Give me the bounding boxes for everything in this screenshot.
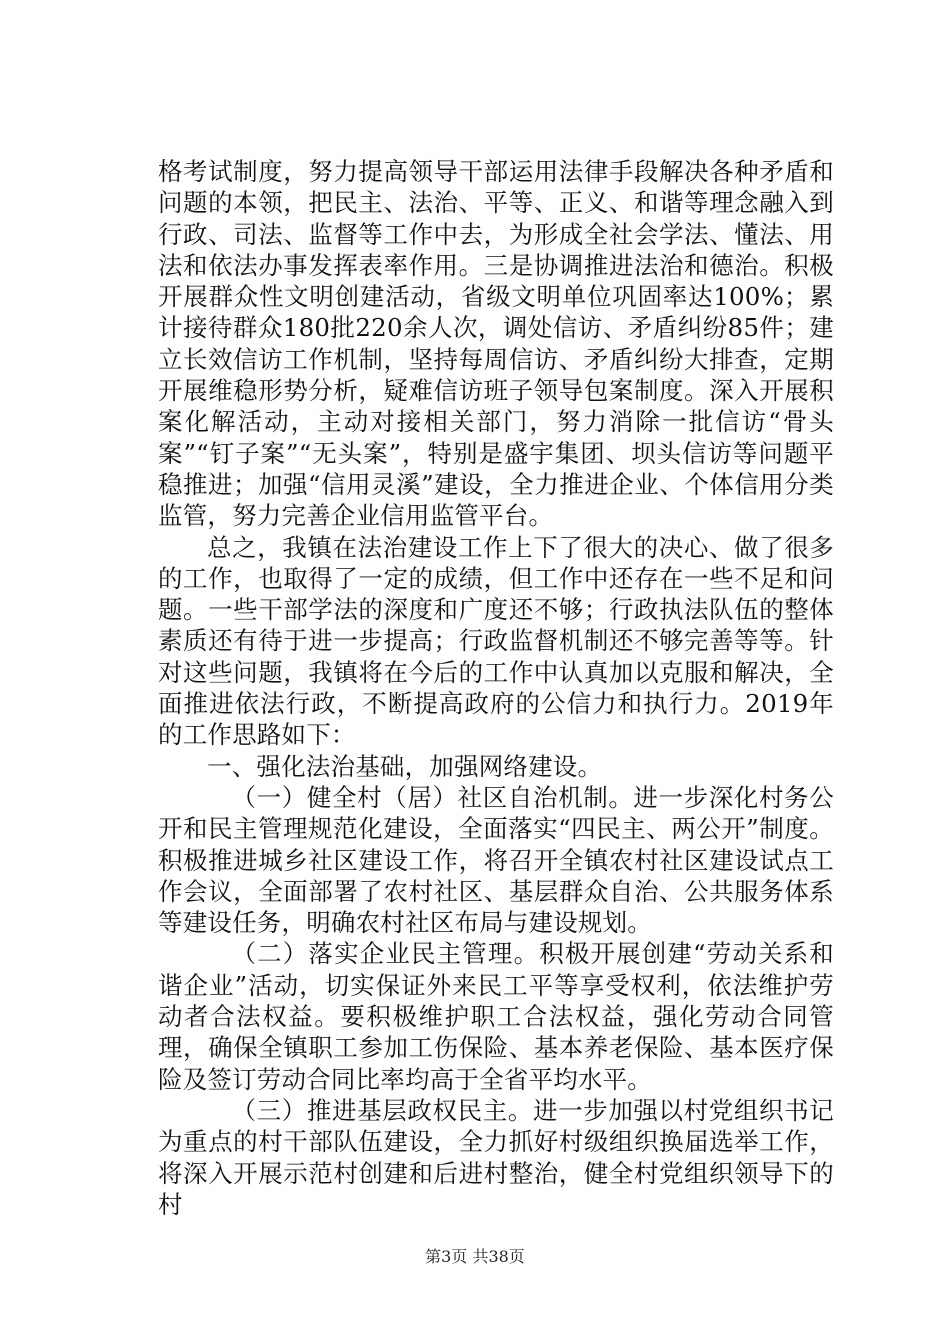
paragraph-continuation: 格考试制度，努力提高领导干部运用法律手段解决各种矛盾和问题的本领，把民主、法治、平等、正义、和谐等理念融入到行政、司法、监督等工作中去，为形成全社会学法、懂法、用法和依法办事发挥表率作用。三是协调推进法治和德治。积极开展群众性文明创建活动，省级文明单位巩固率达100%；累计接待群众180批220余人次，调处信访、矛盾纠纷85件；建立长效信访工作机制，坚持每周信访、矛盾纠纷大排查，定期开展维稳形势分析，疑难信访班子领导包案制度。深入开展积案化解活动，主动对接相关部门，努力消除一批信访“骨头案”“钉子案”“无头案”，特别是盛宇集团、坝头信访等问题平稳推进；加强“信用灵溪”建设，全力推进企业、个体信用分类监管，努力完善企业信用监管平台。 <box>158 157 834 531</box>
section-heading-1: 一、强化法治基础，加强网络建设。 <box>207 751 603 781</box>
page-number-footer: 第3页 共38页 <box>425 1247 525 1266</box>
paragraph-summary: 总之，我镇在法治建设工作上下了很大的决心、做了很多的工作，也取得了一定的成绩，但工作中还存在一些不足和问题。一些干部学法的深度和广度还不够；行政执法队伍的整体素质还有待于进一步提高；行政监督机制还不够完善等等。针对这些问题，我镇将在今后的工作中认真加以克服和解决，全面推进依法行政，不断提高政府的公信力和执行力。2019年的工作思路如下： <box>158 532 834 750</box>
paragraph-item-1: （一）健全村（居）社区自治机制。进一步深化村务公开和民主管理规范化建设，全面落实“四民主、两公开”制度。积极推进城乡社区建设工作，将召开全镇农村社区建设试点工作会议，全面部署了农村社区、基层群众自治、公共服务体系等建设任务，明确农村社区布局与建设规划。 <box>158 782 834 938</box>
paragraph-item-3: （三）推进基层政权民主。进一步加强以村党组织书记为重点的村干部队伍建设，全力抓好村级组织换届选举工作，将深入开展示范村创建和后进村整治，健全村党组织领导下的村 <box>158 1095 834 1219</box>
document-body <box>158 156 834 1220</box>
paragraph-item-2: （二）落实企业民主管理。积极开展创建“劳动关系和谐企业”活动，切实保证外来民工平等享受权利，依法维护劳动者合法权益。要积极维护职工合法权益，强化劳动合同管理，确保全镇职工参加工伤保险、基本养老保险、基本医疗保险及签订劳动合同比率均高于全省平均水平。 <box>158 939 834 1094</box>
